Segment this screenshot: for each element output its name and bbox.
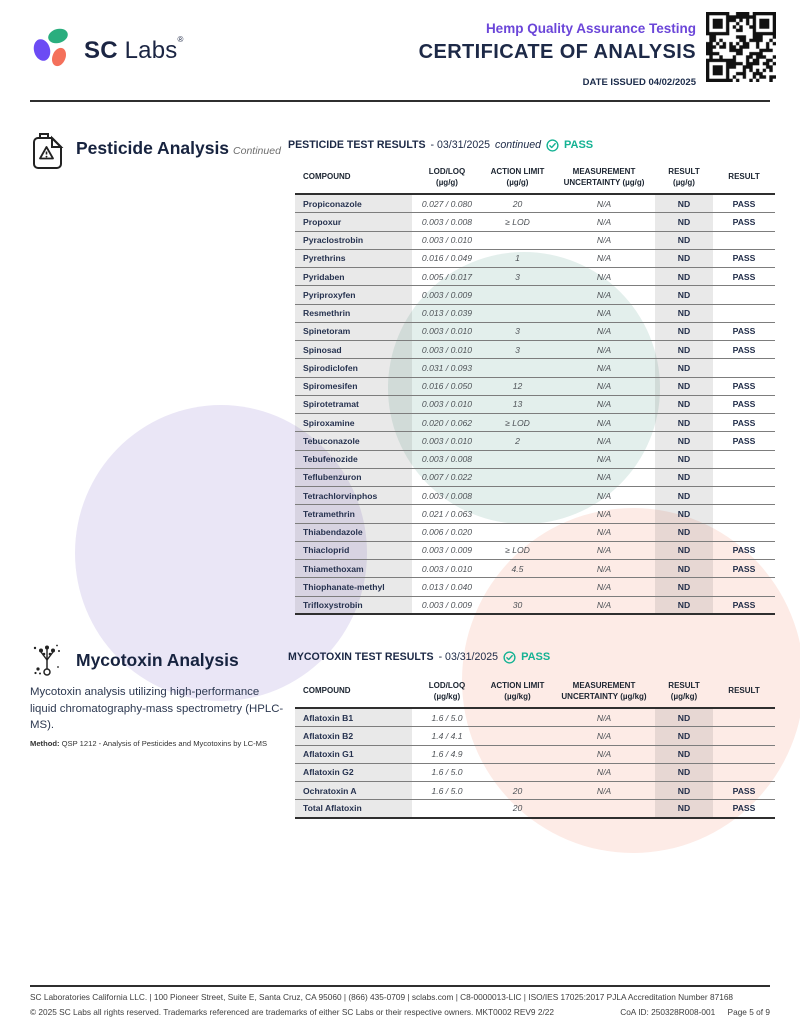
- pesticide-compound: Thiophanate-methyl: [295, 578, 412, 595]
- header-title-block: [419, 21, 696, 88]
- mycotoxin-result: ND: [655, 709, 713, 726]
- col-header-action-limit: ACTION LIMIT (µg/g): [490, 167, 545, 187]
- pesticide-result: ND: [655, 597, 713, 613]
- mycotoxin-uncertainty: N/A: [596, 785, 612, 796]
- mycotoxin-section-title-line: [76, 642, 239, 671]
- pesticide-result: ND: [655, 505, 713, 522]
- sclabs-logo-icon: [30, 24, 74, 77]
- pesticide-lod-loq: 0.027 / 0.080: [421, 198, 473, 209]
- pesticide-result: ND: [655, 268, 713, 285]
- pesticide-result: ND: [655, 487, 713, 504]
- pesticide-table: [295, 162, 775, 615]
- pesticide-jug-icon: [30, 130, 66, 177]
- pesticide-result: ND: [655, 396, 713, 413]
- pesticide-lod-loq: 0.013 / 0.040: [421, 581, 473, 592]
- mycotoxin-action-limit: 20: [512, 803, 523, 814]
- pesticide-uncertainty: N/A: [596, 381, 612, 392]
- pesticide-action-limit: [482, 305, 553, 322]
- certificate-title: CERTIFICATE OF ANALYSIS: [418, 41, 696, 63]
- pesticide-result: ND: [655, 578, 713, 595]
- mycotoxin-row: [295, 709, 775, 727]
- mycotoxin-results-title: MYCOTOXIN TEST RESULTS: [288, 650, 434, 663]
- mycotoxin-result: ND: [655, 746, 713, 763]
- mycotoxin-uncertainty: N/A: [596, 730, 612, 741]
- mycotoxin-compound: Total Aflatoxin: [295, 800, 412, 816]
- pesticide-lod-loq: 0.020 / 0.062: [421, 417, 473, 428]
- pesticide-action-limit: [482, 286, 553, 303]
- mycotoxin-results-title-line: [288, 650, 550, 663]
- pesticide-row: [295, 487, 775, 505]
- pesticide-status: PASS: [732, 216, 756, 227]
- mycotoxin-uncertainty: N/A: [596, 767, 612, 778]
- col-header-action-limit: ACTION LIMIT (µg/kg): [490, 681, 545, 701]
- pesticide-uncertainty: N/A: [596, 344, 612, 355]
- pesticide-lod-loq: 0.007 / 0.022: [421, 472, 473, 483]
- col-header-lodloq: LOD/LOQ (µg/kg): [428, 681, 466, 701]
- pesticide-result: ND: [655, 341, 713, 358]
- mycotoxin-section-title: Mycotoxin Analysis: [76, 650, 239, 670]
- pesticide-row: [295, 359, 775, 377]
- pesticide-status: [713, 487, 775, 504]
- pesticide-result: ND: [655, 560, 713, 577]
- pesticide-lod-loq: 0.003 / 0.010: [421, 235, 473, 246]
- pesticide-lod-loq: 0.003 / 0.009: [421, 289, 473, 300]
- pesticide-lod-loq: 0.016 / 0.050: [421, 381, 473, 392]
- pesticide-compound: Thiabendazole: [295, 524, 412, 541]
- pesticide-status: PASS: [732, 381, 756, 392]
- pesticide-action-limit: [482, 524, 553, 541]
- pesticide-status: [713, 232, 775, 249]
- col-header-compound: COMPOUND: [303, 686, 351, 696]
- mycotoxin-status-badge: PASS: [521, 650, 551, 663]
- pesticide-action-limit: [482, 469, 553, 486]
- mycotoxin-action-limit: 20: [512, 785, 523, 796]
- pesticide-compound: Propiconazole: [295, 195, 412, 212]
- pesticide-compound: Trifloxystrobin: [295, 597, 412, 613]
- mycotoxin-status: PASS: [732, 785, 756, 796]
- pesticide-status: PASS: [732, 599, 756, 610]
- footer-divider: [30, 985, 770, 987]
- pesticide-results-title-line: [288, 138, 593, 151]
- pesticide-action-limit: [482, 487, 553, 504]
- pesticide-row: [295, 323, 775, 341]
- mycotoxin-row: [295, 764, 775, 782]
- pesticide-compound: Pyrethrins: [295, 250, 412, 267]
- mycotoxin-lod-loq: 1.6 / 4.9: [431, 749, 463, 760]
- pesticide-row: [295, 414, 775, 432]
- mycotoxin-compound: Aflatoxin G1: [295, 746, 412, 763]
- pesticide-result: ND: [655, 305, 713, 322]
- pesticide-section-title: Pesticide Analysis: [76, 138, 230, 158]
- pesticide-compound: Resmethrin: [295, 305, 412, 322]
- mycotoxin-table: [295, 676, 775, 819]
- pesticide-lod-loq: 0.005 / 0.017: [421, 271, 473, 282]
- pesticide-result: ND: [655, 359, 713, 376]
- pesticide-lod-loq: 0.003 / 0.010: [421, 326, 473, 337]
- pesticide-uncertainty: N/A: [596, 527, 612, 538]
- pesticide-result: ND: [655, 378, 713, 395]
- pesticide-results-title: PESTICIDE TEST RESULTS: [288, 138, 426, 151]
- pesticide-row: [295, 378, 775, 396]
- mycotoxin-table-header: [295, 676, 775, 709]
- pesticide-action-limit: 4.5: [511, 563, 524, 574]
- pesticide-uncertainty: N/A: [596, 581, 612, 592]
- pesticide-result: ND: [655, 524, 713, 541]
- col-header-compound: COMPOUND: [303, 172, 351, 182]
- mycotoxin-result: ND: [655, 764, 713, 781]
- mycotoxin-description: Mycotoxin analysis utilizing high-performance liquid chromatography-mass spectrometry (HPLC-MS).: [30, 686, 284, 732]
- col-header-lodloq: LOD/LOQ (µg/g): [428, 167, 466, 187]
- pesticide-action-limit: [482, 232, 553, 249]
- pesticide-lod-loq: 0.003 / 0.008: [421, 454, 473, 465]
- col-header-result-value: RESULT (µg/g): [668, 167, 700, 187]
- pesticide-lod-loq: 0.003 / 0.009: [421, 545, 473, 556]
- pesticide-uncertainty: N/A: [596, 216, 612, 227]
- pesticide-compound: Pyraclostrobin: [295, 232, 412, 249]
- mycotoxin-result: ND: [655, 800, 713, 816]
- pesticide-row: [295, 524, 775, 542]
- mycotoxin-action-limit: [482, 727, 553, 744]
- pesticide-compound: Spiroxamine: [295, 414, 412, 431]
- pesticide-uncertainty: N/A: [596, 399, 612, 410]
- pesticide-action-limit: [482, 578, 553, 595]
- pesticide-result: ND: [655, 414, 713, 431]
- footer-lab-info: SC Laboratories California LLC. | 100 Pioneer Street, Suite E, Santa Cruz, CA 95060 | (866) 435-0709 | sclabs.com | C8-0000013-LIC | ISO/IES 17025:2017 PJLA Accreditation Number 87168: [30, 992, 734, 1002]
- mycotoxin-row: [295, 746, 775, 764]
- pesticide-result: ND: [655, 432, 713, 449]
- pesticide-action-limit: 3: [515, 344, 520, 355]
- pesticide-status: [713, 469, 775, 486]
- pesticide-status: [713, 505, 775, 522]
- col-header-result-status: RESULT: [728, 686, 760, 696]
- mycotoxin-section-header: [28, 642, 239, 683]
- pesticide-uncertainty: N/A: [596, 289, 612, 300]
- mycotoxin-compound: Aflatoxin B1: [295, 709, 412, 726]
- pesticide-action-limit: 20: [512, 198, 523, 209]
- pesticide-action-limit: 3: [515, 271, 520, 282]
- pesticide-status: PASS: [732, 563, 756, 574]
- pesticide-row: [295, 451, 775, 469]
- pesticide-result: ND: [655, 286, 713, 303]
- pesticide-uncertainty: N/A: [596, 308, 612, 319]
- program-title: Hemp Quality Assurance Testing: [485, 21, 696, 36]
- pesticide-compound: Thiamethoxam: [295, 560, 412, 577]
- pesticide-uncertainty: N/A: [596, 271, 612, 282]
- pesticide-row: [295, 305, 775, 323]
- pesticide-status: PASS: [732, 253, 756, 264]
- pesticide-uncertainty: N/A: [596, 253, 612, 264]
- pesticide-row: [295, 232, 775, 250]
- pesticide-uncertainty: N/A: [596, 472, 612, 483]
- pesticide-lod-loq: 0.003 / 0.010: [421, 435, 473, 446]
- pesticide-uncertainty: N/A: [596, 435, 612, 446]
- pesticide-compound: Spinetoram: [295, 323, 412, 340]
- pesticide-compound: Tebuconazole: [295, 432, 412, 449]
- mycotoxin-result: ND: [655, 727, 713, 744]
- mycotoxin-lod-loq: [412, 800, 482, 816]
- pesticide-status: PASS: [732, 399, 756, 410]
- mycotoxin-spore-icon: [28, 642, 66, 683]
- mycotoxin-uncertainty: N/A: [596, 712, 612, 723]
- pesticide-uncertainty: N/A: [596, 326, 612, 337]
- pesticide-compound: Tetramethrin: [295, 505, 412, 522]
- mycotoxin-lod-loq: 1.6 / 5.0: [431, 767, 463, 778]
- mycotoxin-results-date: - 03/31/2025: [438, 650, 499, 663]
- mycotoxin-status: [713, 709, 775, 726]
- pesticide-results-note: continued: [495, 138, 541, 151]
- pesticide-compound: Teflubenzuron: [295, 469, 412, 486]
- mycotoxin-action-limit: [482, 709, 553, 726]
- pesticide-lod-loq: 0.003 / 0.010: [421, 344, 473, 355]
- pesticide-result: ND: [655, 469, 713, 486]
- pesticide-uncertainty: N/A: [596, 454, 612, 465]
- pesticide-compound: Tetrachlorvinphos: [295, 487, 412, 504]
- pesticide-row: [295, 268, 775, 286]
- pesticide-status: PASS: [732, 344, 756, 355]
- pesticide-result: ND: [655, 451, 713, 468]
- pesticide-uncertainty: N/A: [596, 599, 612, 610]
- footer-coa-id: CoA ID: 250328R008-001: [620, 1007, 716, 1017]
- pesticide-row: [295, 286, 775, 304]
- pesticide-lod-loq: 0.013 / 0.039: [421, 308, 473, 319]
- mycotoxin-table-body: [295, 709, 775, 819]
- pesticide-lod-loq: 0.003 / 0.008: [421, 216, 473, 227]
- pesticide-lod-loq: 0.031 / 0.093: [421, 362, 473, 373]
- pesticide-action-limit: 30: [512, 599, 523, 610]
- pesticide-action-limit: 12: [512, 381, 523, 392]
- pesticide-row: [295, 195, 775, 213]
- pesticide-compound: Spirotetramat: [295, 396, 412, 413]
- pesticide-lod-loq: 0.003 / 0.009: [421, 599, 473, 610]
- pesticide-lod-loq: 0.003 / 0.010: [421, 563, 473, 574]
- pesticide-status: [713, 305, 775, 322]
- pesticide-lod-loq: 0.021 / 0.063: [421, 508, 473, 519]
- pesticide-status: PASS: [732, 271, 756, 282]
- mycotoxin-row: [295, 782, 775, 800]
- pesticide-lod-loq: 0.016 / 0.049: [421, 253, 473, 264]
- pesticide-row: [295, 542, 775, 560]
- pesticide-status-badge: PASS: [564, 138, 594, 151]
- mycotoxin-row: [295, 800, 775, 818]
- mycotoxin-compound: Aflatoxin G2: [295, 764, 412, 781]
- pesticide-status: [713, 524, 775, 541]
- sclabs-logo: [30, 24, 184, 77]
- pesticide-section-title-line: [76, 130, 281, 159]
- pesticide-table-body: [295, 195, 775, 615]
- pesticide-uncertainty: N/A: [596, 235, 612, 246]
- pesticide-compound: Pyriproxyfen: [295, 286, 412, 303]
- pesticide-action-limit: 13: [512, 399, 523, 410]
- sclabs-logo-text: SC Labs®: [84, 34, 184, 64]
- pesticide-result: ND: [655, 542, 713, 559]
- pesticide-lod-loq: 0.006 / 0.020: [421, 527, 473, 538]
- pesticide-status: [713, 451, 775, 468]
- pesticide-action-limit: ≥ LOD: [505, 216, 530, 227]
- pesticide-compound: Propoxur: [295, 213, 412, 230]
- mycotoxin-status: [713, 727, 775, 744]
- pesticide-status: PASS: [732, 417, 756, 428]
- mycotoxin-status: [713, 746, 775, 763]
- footer-coa-page: [610, 1007, 770, 1017]
- pesticide-row: [295, 578, 775, 596]
- pesticide-action-limit: ≥ LOD: [505, 545, 530, 556]
- pesticide-compound: Thiacloprid: [295, 542, 412, 559]
- pesticide-uncertainty: N/A: [596, 545, 612, 556]
- mycotoxin-result: ND: [655, 782, 713, 799]
- mycotoxin-lod-loq: 1.6 / 5.0: [431, 785, 463, 796]
- mycotoxin-uncertainty: [553, 800, 655, 816]
- pesticide-uncertainty: N/A: [596, 563, 612, 574]
- pesticide-result: ND: [655, 250, 713, 267]
- col-header-uncertainty: MEASUREMENT UNCERTAINTY (µg/kg): [561, 681, 647, 701]
- pesticide-uncertainty: N/A: [596, 508, 612, 519]
- pesticide-status: [713, 286, 775, 303]
- pesticide-action-limit: ≥ LOD: [505, 417, 530, 428]
- pesticide-row: [295, 560, 775, 578]
- footer-page-number: Page 5 of 9: [727, 1007, 770, 1017]
- mycotoxin-action-limit: [482, 764, 553, 781]
- pesticide-compound: Pyridaben: [295, 268, 412, 285]
- pesticide-action-limit: 2: [515, 435, 520, 446]
- pesticide-status: PASS: [732, 326, 756, 337]
- col-header-result-value: RESULT (µg/kg): [668, 681, 700, 701]
- mycotoxin-method: Method: QSP 1212 - Analysis of Pesticides and Mycotoxins by LC-MS: [30, 739, 268, 748]
- pesticide-result: ND: [655, 232, 713, 249]
- pesticide-row: [295, 213, 775, 231]
- mycotoxin-status: [713, 764, 775, 781]
- mycotoxin-row: [295, 727, 775, 745]
- header-divider: [30, 100, 770, 102]
- pesticide-status: PASS: [732, 545, 756, 556]
- pesticide-row: [295, 469, 775, 487]
- pesticide-uncertainty: N/A: [596, 198, 612, 209]
- pesticide-section-header: [30, 130, 281, 177]
- pesticide-status: [713, 359, 775, 376]
- pesticide-compound: Spirodiclofen: [295, 359, 412, 376]
- pesticide-status: PASS: [732, 435, 756, 446]
- pesticide-uncertainty: N/A: [596, 490, 612, 501]
- pesticide-result: ND: [655, 213, 713, 230]
- pesticide-action-limit: [482, 359, 553, 376]
- pesticide-result: ND: [655, 195, 713, 212]
- pesticide-row: [295, 597, 775, 615]
- pesticide-action-limit: 3: [515, 326, 520, 337]
- mycotoxin-compound: Ochratoxin A: [295, 782, 412, 799]
- pesticide-table-header: [295, 162, 775, 195]
- mycotoxin-uncertainty: N/A: [596, 749, 612, 760]
- pesticide-action-limit: [482, 505, 553, 522]
- pesticide-compound: Tebufenozide: [295, 451, 412, 468]
- pesticide-row: [295, 505, 775, 523]
- pesticide-status: [713, 578, 775, 595]
- pesticide-row: [295, 432, 775, 450]
- pesticide-uncertainty: N/A: [596, 417, 612, 428]
- pesticide-results-date: - 03/31/2025: [430, 138, 491, 151]
- pesticide-compound: Spiromesifen: [295, 378, 412, 395]
- pesticide-action-limit: 1: [515, 253, 520, 264]
- pesticide-row: [295, 396, 775, 414]
- pesticide-lod-loq: 0.003 / 0.010: [421, 399, 473, 410]
- mycotoxin-lod-loq: 1.4 / 4.1: [431, 730, 463, 741]
- pesticide-compound: Spinosad: [295, 341, 412, 358]
- pesticide-row: [295, 341, 775, 359]
- pesticide-lod-loq: 0.003 / 0.008: [421, 490, 473, 501]
- pesticide-uncertainty: N/A: [596, 362, 612, 373]
- col-header-uncertainty: MEASUREMENT UNCERTAINTY (µg/g): [563, 167, 645, 187]
- footer-copyright: © 2025 SC Labs all rights reserved. Trademarks referenced are trademarks of either SC Labs or their respective owners. MKT0002 REV9 2/22: [30, 1007, 554, 1017]
- pass-check-icon: [503, 651, 516, 664]
- pesticide-result: ND: [655, 323, 713, 340]
- mycotoxin-status: PASS: [732, 803, 756, 814]
- date-issued: DATE ISSUED 04/02/2025: [582, 77, 696, 88]
- qr-code: [706, 12, 776, 82]
- col-header-result-status: RESULT: [728, 172, 760, 182]
- pesticide-action-limit: [482, 451, 553, 468]
- mycotoxin-lod-loq: 1.6 / 5.0: [431, 712, 463, 723]
- footer-legal-line: [30, 1007, 770, 1017]
- pesticide-row: [295, 250, 775, 268]
- pass-check-icon: [546, 139, 559, 152]
- pesticide-section-suffix: Continued: [233, 145, 281, 157]
- mycotoxin-action-limit: [482, 746, 553, 763]
- pesticide-status: PASS: [732, 198, 756, 209]
- mycotoxin-compound: Aflatoxin B2: [295, 727, 412, 744]
